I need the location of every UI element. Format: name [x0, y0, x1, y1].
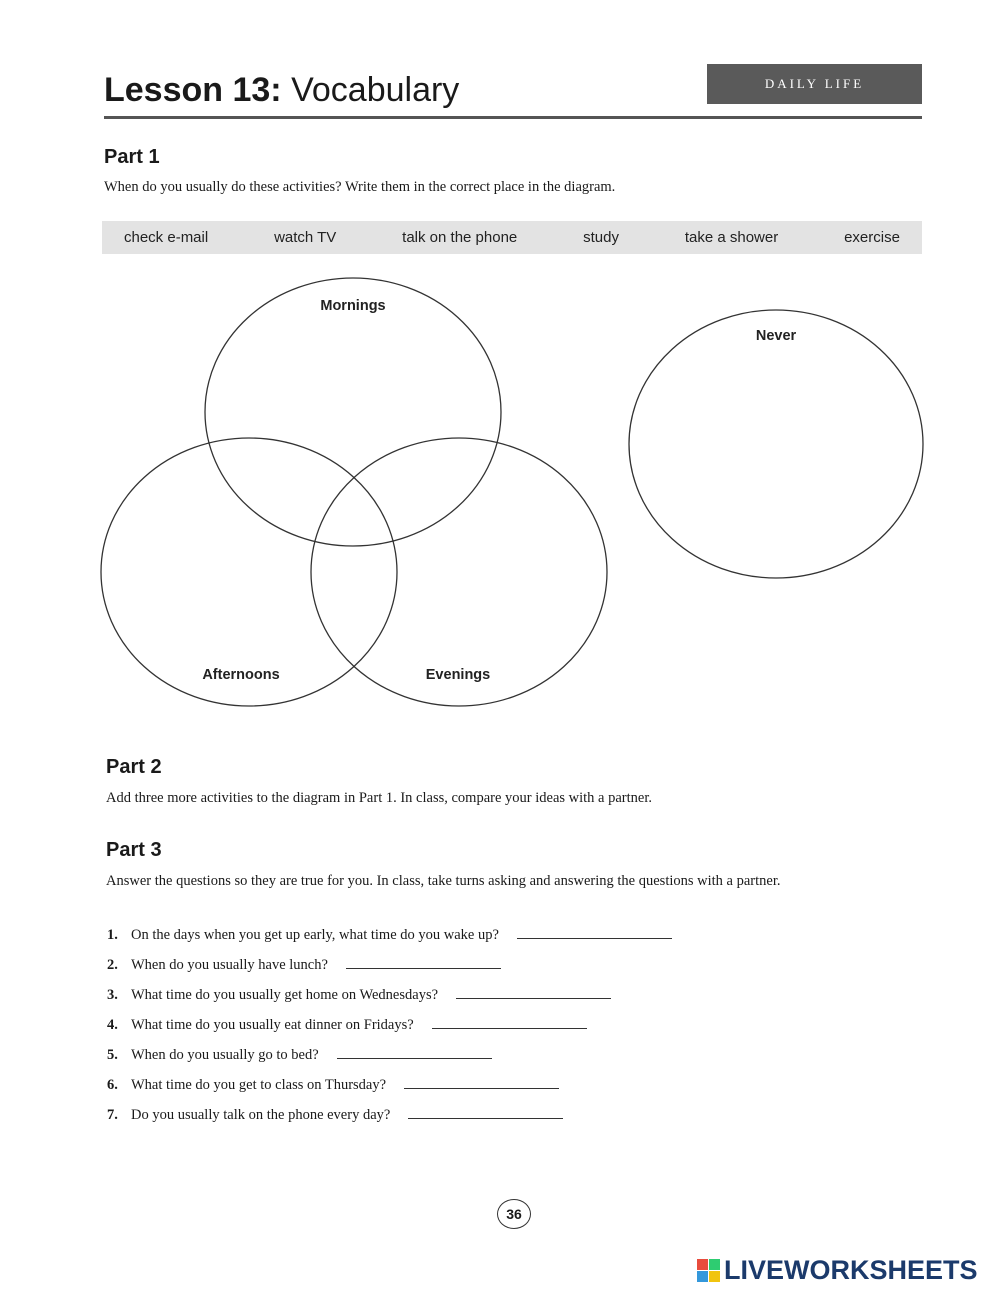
question-row	[107, 1045, 492, 1065]
question-text: What time do you usually get home on Wednesdays?	[131, 987, 439, 1003]
question-number: 3.	[107, 987, 118, 1003]
lesson-topic: Vocabulary	[291, 71, 460, 109]
answer-blank[interactable]	[456, 986, 611, 999]
answer-blank[interactable]	[517, 926, 672, 939]
question-text: When do you usually go to bed?	[131, 1047, 319, 1063]
question-text: What time do you get to class on Thursday?	[131, 1077, 387, 1093]
question-number: 4.	[107, 1017, 118, 1033]
answer-blank[interactable]	[404, 1076, 559, 1089]
question-number: 5.	[107, 1047, 118, 1063]
logo-square	[697, 1271, 708, 1282]
question-number: 1.	[107, 927, 118, 943]
answer-blank[interactable]	[432, 1016, 587, 1029]
word-bank-item: exercise	[844, 229, 900, 246]
question-text: Do you usually talk on the phone every day?	[131, 1107, 391, 1123]
part2-instruction: Add three more activities to the diagram in Part 1. In class, compare your ideas with a partner.	[106, 790, 652, 806]
question-row	[107, 1015, 587, 1035]
part1-instruction: When do you usually do these activities? Write them in the correct place in the diagram.	[104, 179, 616, 195]
logo-square	[697, 1259, 708, 1270]
part3-instruction: Answer the questions so they are true for you. In class, take turns asking and answering the questions with a partner.	[106, 873, 781, 889]
word-bank-item: study	[583, 229, 619, 246]
never-circle[interactable]	[629, 310, 923, 578]
question-row	[107, 1105, 563, 1125]
word-bank-item: watch TV	[274, 229, 337, 246]
answer-blank[interactable]	[408, 1106, 563, 1119]
question-number: 6.	[107, 1077, 118, 1093]
answer-blank[interactable]	[346, 956, 501, 969]
mornings-circle[interactable]	[205, 278, 501, 546]
question-text: On the days when you get up early, what time do you wake up?	[131, 927, 499, 943]
word-bank-item: check e-mail	[124, 229, 209, 246]
question-row	[107, 955, 501, 975]
part1-heading: Part 1	[104, 146, 160, 168]
logo-square	[709, 1259, 720, 1270]
part2-heading: Part 2	[106, 756, 162, 778]
question-number: 7.	[107, 1107, 118, 1123]
afternoons-label: Afternoons	[202, 667, 280, 683]
word-bank-item: talk on the phone	[402, 229, 518, 246]
question-text: What time do you usually eat dinner on Fridays?	[131, 1017, 414, 1033]
question-row	[107, 985, 611, 1005]
logo-square	[709, 1271, 720, 1282]
mornings-label: Mornings	[320, 298, 386, 314]
question-row	[107, 925, 672, 945]
part3-heading: Part 3	[106, 839, 162, 861]
lesson-label: Lesson 13:	[104, 71, 282, 109]
category-banner: DAILY LIFE	[707, 64, 922, 104]
question-number: 2.	[107, 957, 118, 973]
question-row	[107, 1075, 559, 1095]
watermark-text: LIVEWORKSHEETS	[724, 1255, 978, 1285]
never-label: Never	[755, 328, 797, 344]
page-number: 36	[497, 1199, 531, 1229]
liveworksheets-watermark	[697, 1255, 978, 1286]
liveworksheets-logo-icon	[697, 1259, 720, 1282]
question-text: When do you usually have lunch?	[131, 957, 328, 973]
answer-blank[interactable]	[337, 1046, 492, 1059]
word-bank-item: take a shower	[684, 229, 779, 246]
evenings-label: Evenings	[425, 667, 491, 683]
